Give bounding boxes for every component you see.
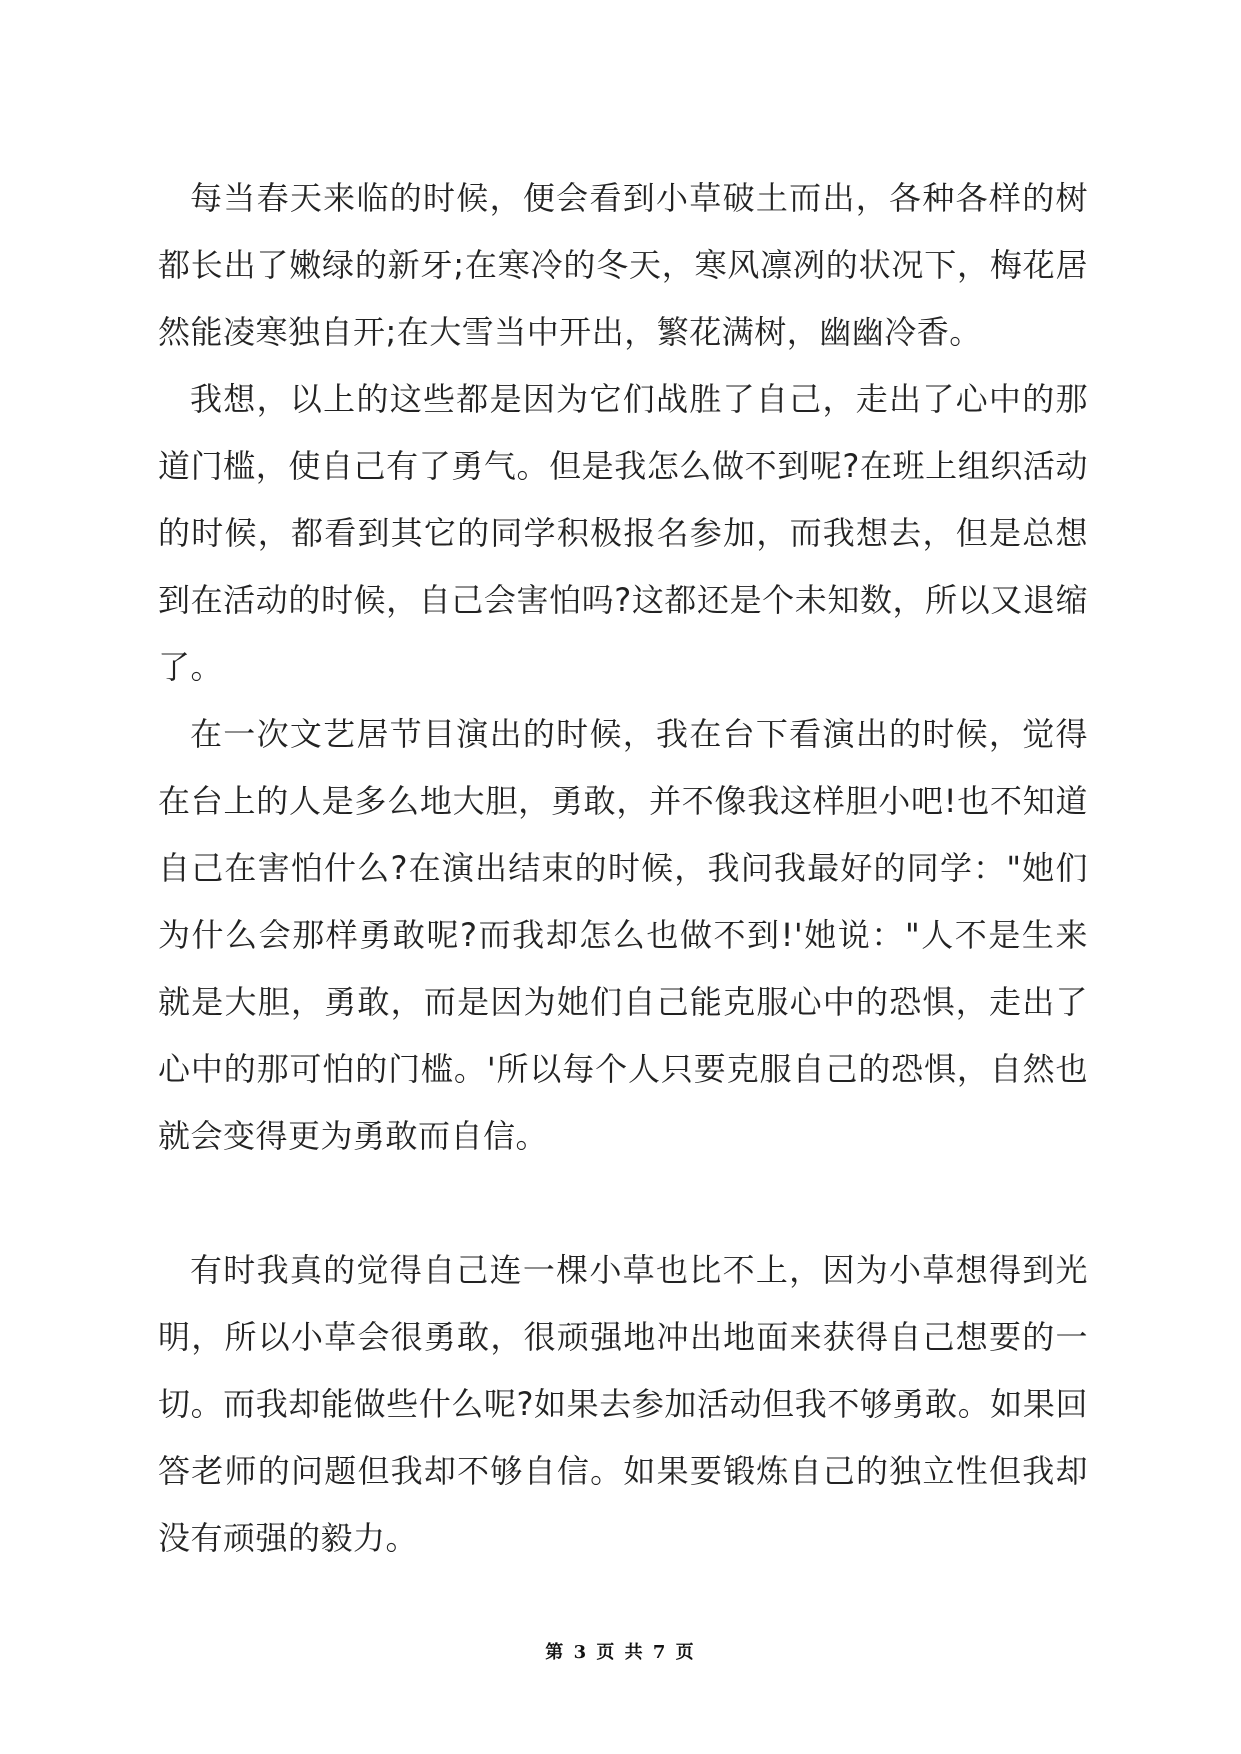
document-body <box>158 165 1088 1572</box>
page-number-footer: 第 3 页 共 7 页 <box>545 1642 696 1663</box>
paragraph-2: 我想，以上的这些都是因为它们战胜了自己，走出了心中的那道门槛，使自己有了勇气。但是我怎么做不到呢?在班上组织活动的时候，都看到其它的同学积极报名参加，而我想去，但是总想到在活动的时候，自己会害怕吗?这都还是个未知数，所以又退缩了。 <box>158 380 1088 686</box>
paragraph-spacer <box>158 1170 1088 1237</box>
paragraph-1: 每当春天来临的时候，便会看到小草破土而出，各种各样的树都长出了嫩绿的新牙;在寒冷的冬天，寒风凛冽的状况下，梅花居然能凌寒独自开;在大雪当中开出，繁花满树，幽幽冷香。 <box>158 179 1088 351</box>
paragraph-3: 在一次文艺居节目演出的时候，我在台下看演出的时候，觉得在台上的人是多么地大胆，勇敢，并不像我这样胆小吧!也不知道自己在害怕什么?在演出结束的时候，我问我最好的同学："她们为什么会那样勇敢呢?而我却怎么也做不到!'她说："人不是生来就是大胆，勇敢，而是因为她们自己能克服心中的恐惧，走出了心中的那可怕的门槛。'所以每个人只要克服自己的恐惧，自然也就会变得更为勇敢而自信。 <box>158 715 1088 1155</box>
paragraph-4: 有时我真的觉得自己连一棵小草也比不上，因为小草想得到光明，所以小草会很勇敢，很顽强地冲出地面来获得自己想要的一切。而我却能做些什么呢?如果去参加活动但我不够勇敢。如果回答老师的问题但我却不够自信。如果要锻炼自己的独立性但我却没有顽强的毅力。 <box>158 1251 1088 1557</box>
